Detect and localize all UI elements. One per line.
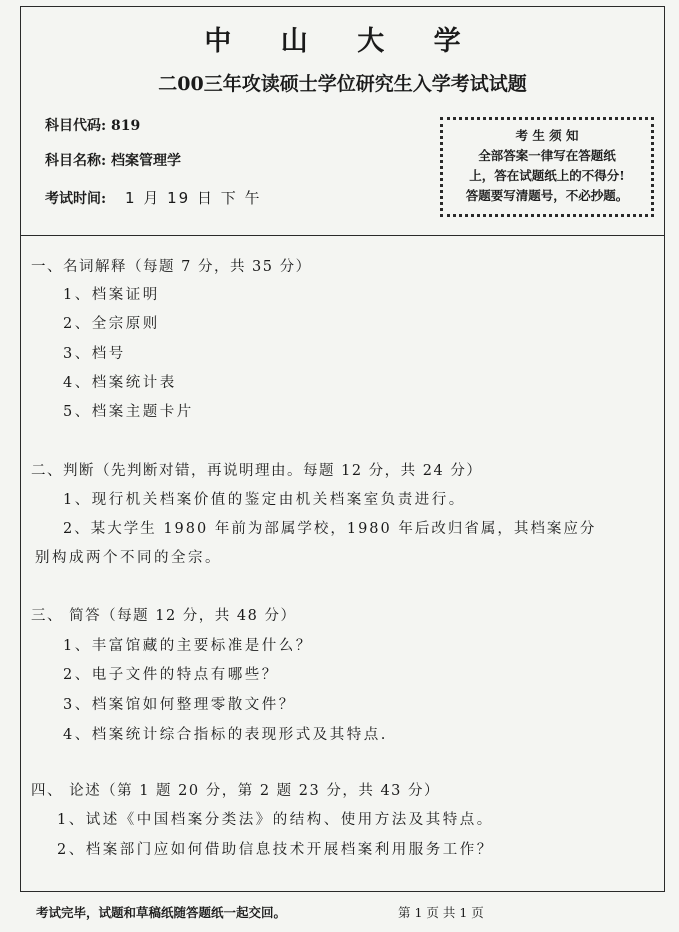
question-item: 2、某大学生 1980 年前为部属学校，1980 年后改归省属，其档案应分 <box>63 521 597 537</box>
question-item: 4、档案统计表 <box>63 375 177 391</box>
question-item: 2、档案部门应如何借助信息技术开展档案利用服务工作？ <box>57 842 494 858</box>
section-2-heading: 二、判断（先判断对错，再说明理由。每题 12 分，共 24 分） <box>31 463 483 479</box>
header-divider <box>21 235 664 236</box>
footer-note: 考试完毕，试题和草稿纸随答题纸一起交回。 <box>36 905 287 920</box>
notice-line: 上，答在试题纸上的不得分! <box>469 168 625 183</box>
question-item: 1、档案证明 <box>63 287 160 303</box>
subject-name <box>45 150 181 170</box>
subject-name-value: 档案管理学 <box>111 153 182 169</box>
question-item: 1、丰富馆藏的主要标准是什么？ <box>63 638 313 654</box>
exam-time-label: 考试时间: <box>45 191 107 207</box>
question-item: 2、电子文件的特点有哪些？ <box>63 667 279 683</box>
section-3-heading: 三、 简答（每题 12 分，共 48 分） <box>31 608 297 624</box>
exam-paper <box>20 6 665 892</box>
question-item: 3、档案馆如何整理零散文件？ <box>63 697 296 713</box>
question-item: 1、试述《中国档案分类法》的结构、使用方法及其特点。 <box>57 812 494 828</box>
exam-time-value: 1 月 19 日 下 午 <box>125 189 262 207</box>
question-item-continued: 别构成两个不同的全宗。 <box>35 550 222 566</box>
candidate-notice-box <box>440 117 654 217</box>
section-4-heading: 四、 论述（第 1 题 20 分，第 2 题 23 分，共 43 分） <box>31 783 441 799</box>
notice-line: 全部答案一律写在答题纸 <box>478 148 616 163</box>
question-item: 2、全宗原则 <box>63 316 160 332</box>
page-number: 第 1 页 共 1 页 <box>398 905 484 920</box>
subject-code-label: 科目代码: <box>45 118 107 134</box>
exam-title: 二00三年攻读硕士学位研究生入学考试试题 <box>158 73 527 95</box>
subject-name-label: 科目名称: <box>45 153 107 169</box>
question-item: 5、档案主题卡片 <box>63 404 194 420</box>
notice-title: 考 生 须 知 <box>515 128 579 143</box>
question-item: 3、档号 <box>63 346 126 362</box>
question-item: 4、档案统计综合指标的表现形式及其特点. <box>63 727 388 743</box>
university-name: 中 山 大 学 <box>204 26 481 57</box>
notice-line: 答题要写清题号，不必抄题。 <box>465 188 629 203</box>
section-1-heading: 一、名词解释（每题 7 分，共 35 分） <box>31 259 312 275</box>
question-item: 1、现行机关档案价值的鉴定由机关档案室负责进行。 <box>63 492 466 508</box>
subject-code-value: 819 <box>111 118 141 134</box>
exam-time <box>45 187 262 208</box>
subject-code <box>45 115 140 135</box>
